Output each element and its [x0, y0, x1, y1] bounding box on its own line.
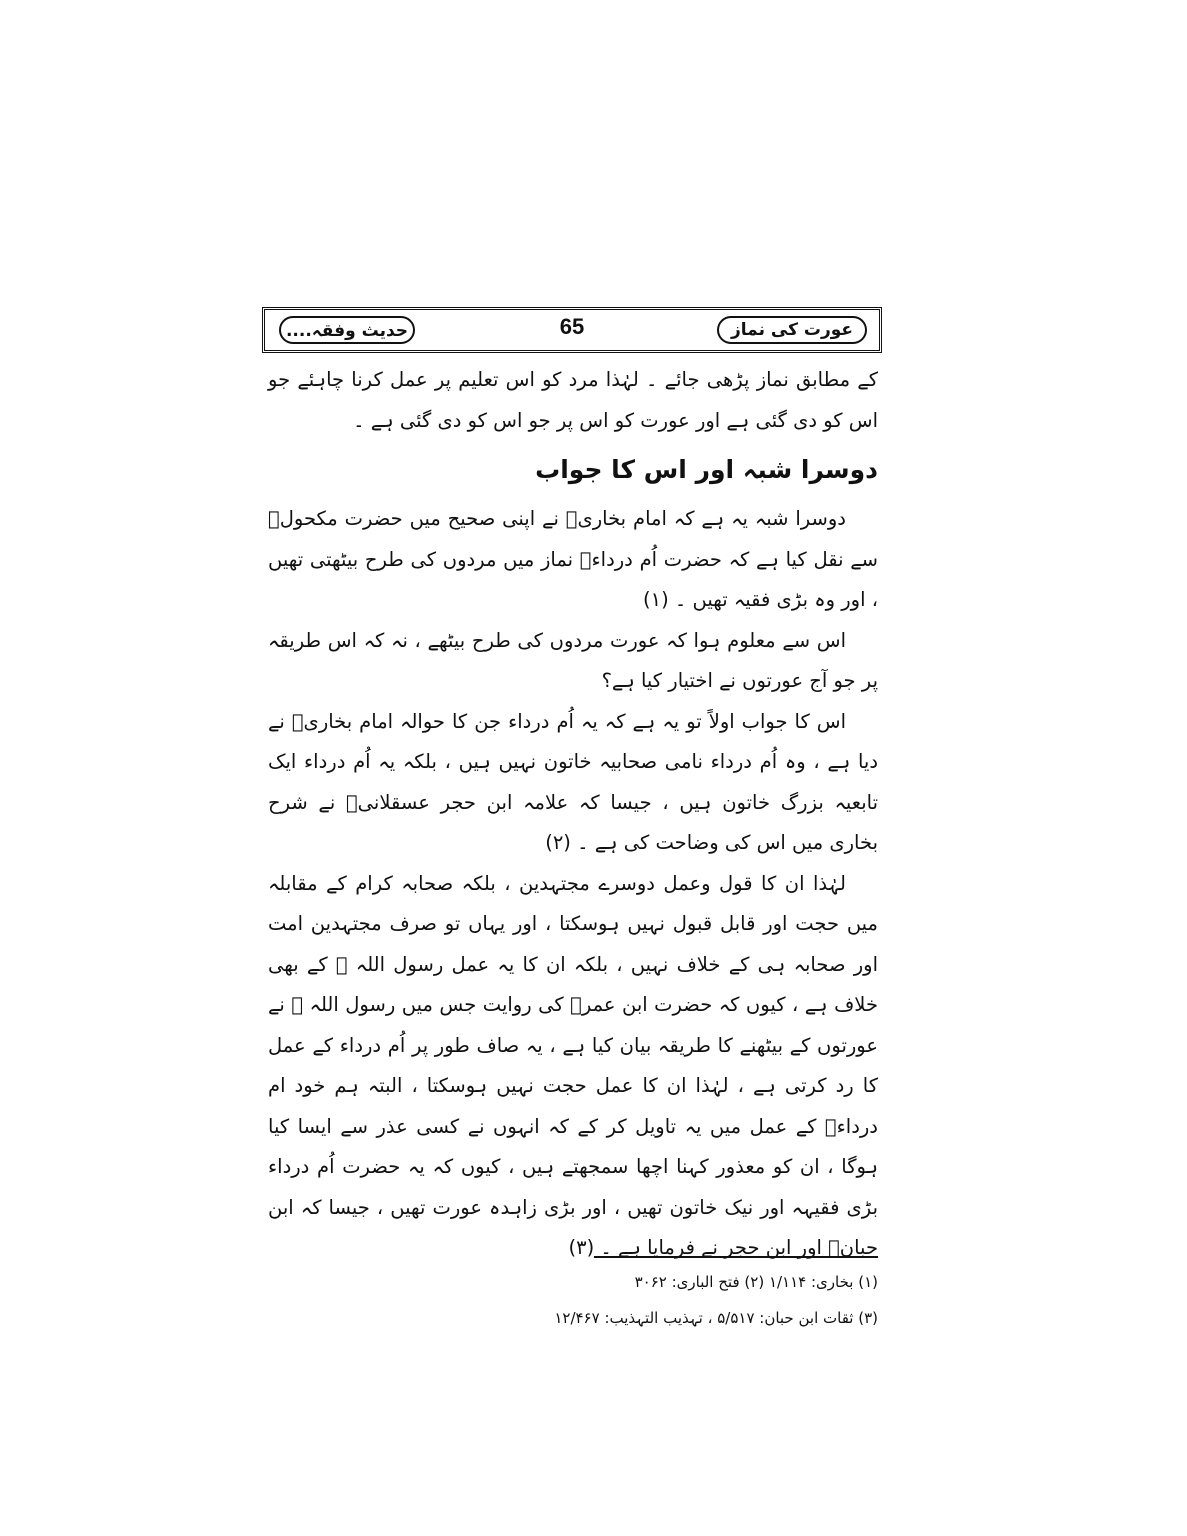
paragraph-1: دوسرا شبہ یہ ہے کہ امام بخاریؒ نے اپنی صحیح میں حضرت مکحولؒ سے نقل کیا ہے کہ حضرت اُم درداءؓ نماز میں مردوں کی طرح بیٹھتی تھیں ، اور وہ بڑی فقیہ تھیں ۔ (۱): [268, 507, 878, 611]
footnote-divider: [594, 1256, 878, 1258]
book-title-badge: عورت کی نماز: [717, 316, 867, 344]
footnote-1-2: (۱) بخاری: ۱/۱۱۴ (۲) فتح الباری: ۳۰۶۲: [634, 1273, 878, 1291]
page-number: 65: [559, 314, 585, 339]
paragraph-3: اس کا جواب اولاً تو یہ ہے کہ یہ اُم درداء جن کا حوالہ امام بخاریؒ نے دیا ہے ، وہ اُم درداء نامی صحابیہ خاتون نہیں ہیں ، بلکہ یہ اُم درداء ایک تابعیہ بزرگ خاتون ہیں ، جیسا کہ علامہ ابن حجر عسقلانیؒ نے شرح بخاری میں اس کی وضاحت کی ہے ۔ (۲): [268, 709, 878, 854]
paragraph-2: اس سے معلوم ہوا کہ عورت مردوں کی طرح بیٹھے ، نہ کہ اس طریقہ پر جو آج عورتوں نے اختیار کیا ہے؟: [268, 628, 878, 692]
footnotes: [380, 1264, 878, 1336]
section-heading: دوسرا شبہ اور اس کا جواب: [535, 455, 878, 484]
chapter-title-badge: حدیث وفقہ....: [279, 316, 415, 344]
main-text: [268, 360, 878, 1269]
page-header: [262, 307, 882, 353]
continuation-paragraph: کے مطابق نماز پڑھی جائے ۔ لہٰذا مرد کو اس تعلیم پر عمل کرنا چاہئے جو اس کو دی گئی ہے اور عورت کو اس پر جو اس کو دی گئی ہے ۔: [268, 368, 878, 432]
footnote-3: (۳) ثقات ابن حبان: ۵/۵۱۷ ، تہذیب التہذیب: ۱۲/۴۶۷: [554, 1309, 878, 1327]
paragraph-4: لہٰذا ان کا قول وعمل دوسرے مجتہدین ، بلکہ صحابہ کرام کے مقابلہ میں حجت اور قابل قبول نہیں ہوسکتا ، اور یہاں تو صرف مجتہدین امت اور صحابہ ہی کے خلاف نہیں ، بلکہ ان کا یہ عمل رسول اللہ ﷺ کے بھی خلاف ہے ، کیوں کہ حضرت ابن عمرؓ کی روایت جس میں رسول اللہ ﷺ نے عورتوں کے بیٹھنے کا طریقہ بیان کیا ہے ، یہ صاف طور پر اُم درداء کے عمل کا رد کرتی ہے ، لہٰذا ان کا عمل حجت نہیں ہوسکتا ، البتہ ہم خود ام درداءؒ کے عمل میں یہ تاویل کر کے کہ انہوں نے کسی عذر سے ایسا کیا ہوگا ، ان کو معذور کہنا اچھا سمجھتے ہیں ، کیوں کہ یہ حضرت اُم درداء بڑی فقیہہ اور نیک خاتون تھیں ، اور بڑی زاہدہ عورت تھیں ، جیسا کہ ابن حبانؒ اور ابن حجر نے فرمایا ہے ۔ (۳): [268, 871, 878, 1259]
